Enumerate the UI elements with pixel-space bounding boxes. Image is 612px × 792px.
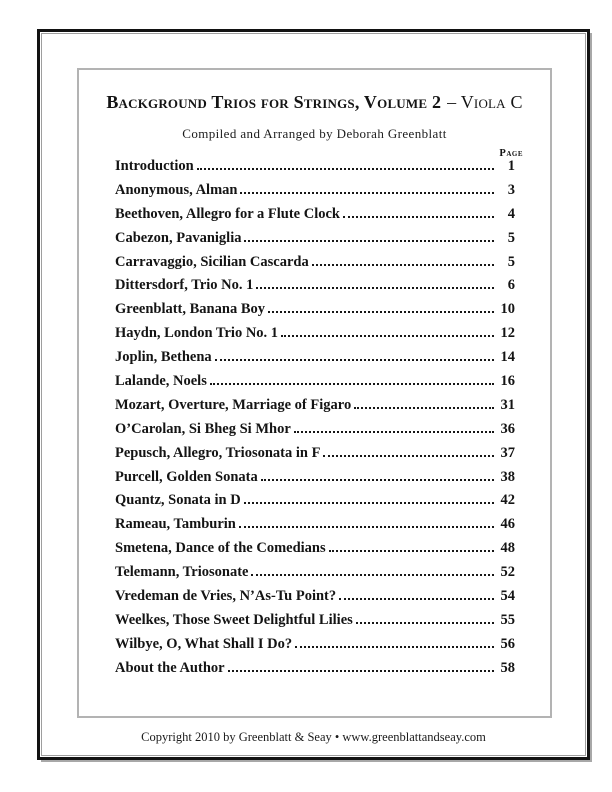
toc-entry-title: Purcell, Golden Sonata: [115, 468, 258, 485]
toc-entry-page: 1: [507, 158, 515, 174]
toc-entry-page: 5: [507, 253, 515, 270]
dot-leader: [215, 358, 494, 361]
toc-entry-page: 16: [500, 373, 515, 390]
toc-entry: [115, 660, 515, 684]
toc-entry-title: Pepusch, Allegro, Triosonata in F: [115, 444, 321, 461]
toc-entry: [115, 492, 515, 516]
toc-entry-title: Smetena, Dance of the Comedians: [115, 540, 326, 557]
toc-entry-title: Quantz, Sonata in D: [115, 492, 241, 509]
toc-entry-title: Joplin, Bethena: [115, 349, 212, 366]
toc-entry-page: 37: [500, 444, 515, 461]
toc-entry-title: Lalande, Noels: [115, 373, 207, 390]
toc-entry: [115, 230, 515, 254]
toc-entry: [115, 301, 515, 325]
dot-leader: [210, 382, 494, 385]
dot-leader: [240, 191, 494, 194]
toc-entry-page: 12: [500, 325, 515, 342]
toc-entry-page: 38: [500, 468, 515, 485]
toc-entry-page: 55: [500, 611, 515, 628]
toc-entry-page: 10: [500, 301, 515, 318]
dot-leader: [251, 573, 494, 576]
dot-leader: [268, 310, 494, 313]
outer-border-frame: [37, 29, 590, 760]
toc-entry: [115, 421, 515, 445]
toc-entry-page: 6: [507, 277, 515, 294]
toc-entry-page: 48: [500, 540, 515, 557]
dot-leader: [197, 167, 494, 170]
dot-leader: [295, 645, 494, 648]
toc-entry-page: 31: [500, 396, 515, 413]
table-of-contents: [115, 158, 515, 684]
subtitle-credit: Compiled and Arranged by Deborah Greenblatt: [182, 126, 447, 141]
toc-entry-title: Introduction: [115, 158, 194, 174]
toc-entry-title: O’Carolan, Si Bheg Si Mhor: [115, 420, 291, 437]
toc-entry: [115, 588, 515, 612]
toc-entry-title: Greenblatt, Banana Boy: [115, 301, 265, 318]
toc-entry-page: 4: [507, 205, 515, 222]
toc-entry: [115, 325, 515, 349]
dot-leader: [323, 454, 494, 457]
dot-leader: [244, 239, 494, 242]
content-panel: [77, 68, 552, 718]
dot-leader: [356, 621, 494, 624]
toc-entry-page: 46: [500, 516, 515, 533]
toc-entry: [115, 469, 515, 493]
toc-entry-title: Cabezon, Pavaniglia: [115, 229, 242, 246]
toc-entry: [115, 182, 515, 206]
toc-entry: [115, 445, 515, 469]
dot-leader: [354, 406, 494, 409]
toc-entry: [115, 158, 515, 182]
footer-copyright: Copyright 2010 by Greenblatt & Seay • www.greenblattandseay.com: [141, 730, 486, 744]
dot-leader: [256, 286, 494, 289]
dot-leader: [329, 549, 494, 552]
dot-leader: [312, 263, 494, 266]
dot-leader: [244, 501, 494, 504]
dot-leader: [228, 669, 494, 672]
dot-leader: [239, 525, 494, 528]
toc-entry-page: 56: [500, 635, 515, 652]
page-column-header: Page: [499, 148, 523, 159]
toc-entry: [115, 516, 515, 540]
toc-entry: [115, 612, 515, 636]
page-title: [79, 92, 550, 113]
dot-leader: [281, 334, 494, 337]
toc-entry: [115, 564, 515, 588]
toc-entry-title: Mozart, Overture, Marriage of Figaro: [115, 396, 352, 413]
toc-entry: [115, 349, 515, 373]
toc-entry-title: Telemann, Triosonate: [115, 564, 249, 581]
toc-entry-page: 36: [500, 420, 515, 437]
toc-entry-title: About the Author: [115, 659, 225, 676]
toc-entry-page: 3: [507, 181, 515, 198]
dot-leader: [261, 478, 494, 481]
toc-entry: [115, 397, 515, 421]
toc-entry: [115, 540, 515, 564]
toc-entry-page: 58: [500, 659, 515, 676]
title-suffix: – Viola C: [447, 92, 523, 112]
toc-entry-page: 54: [500, 588, 515, 605]
toc-entry-title: Vredeman de Vries, N’As-Tu Point?: [115, 588, 337, 605]
toc-entry-title: Anonymous, Alman: [115, 181, 238, 198]
toc-entry-page: 52: [500, 564, 515, 581]
toc-entry-title: Rameau, Tamburin: [115, 516, 236, 533]
toc-entry-title: Weelkes, Those Sweet Delightful Lilies: [115, 611, 353, 628]
toc-entry: [115, 373, 515, 397]
toc-entry: [115, 206, 515, 230]
toc-entry-page: 5: [507, 229, 515, 246]
toc-entry: [115, 636, 515, 660]
toc-entry-page: 42: [500, 492, 515, 509]
toc-entry: [115, 277, 515, 301]
dot-leader: [343, 215, 494, 218]
dot-leader: [294, 430, 494, 433]
toc-entry-page: 14: [500, 349, 515, 366]
toc-entry-title: Carravaggio, Sicilian Cascarda: [115, 253, 309, 270]
dot-leader: [339, 597, 494, 600]
toc-entry-title: Beethoven, Allegro for a Flute Clock: [115, 205, 340, 222]
toc-entry: [115, 254, 515, 278]
title-main: Background Trios for Strings, Volume 2: [106, 92, 442, 112]
toc-entry-title: Dittersdorf, Trio No. 1: [115, 277, 254, 294]
toc-entry-title: Haydn, London Trio No. 1: [115, 325, 279, 342]
toc-entry-title: Wilbye, O, What Shall I Do?: [115, 635, 293, 652]
